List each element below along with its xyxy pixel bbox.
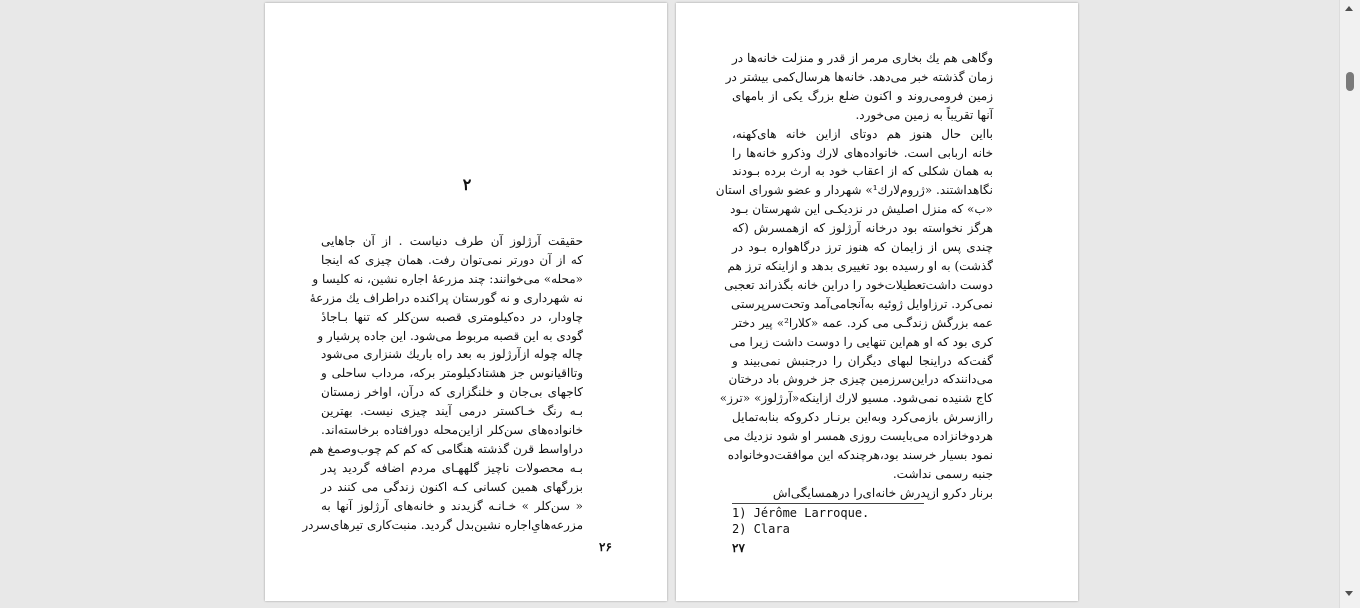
page-number: ۲۶ (599, 540, 612, 554)
text-line: چاودار، در ده‌کیلومتری قصبه سن‌کلر که تنها بـاجادٔ (321, 309, 583, 324)
text-line: وگاهی هم یك بخاری مرمر از قدر و منزلت خانه‌ها در (732, 51, 993, 65)
footnote-divider (732, 503, 924, 504)
text-line: به همان شکلی که از اعقاب خود به ارث برده بـودند (732, 164, 993, 179)
text-line: راازسرش بازمی‌کرد وبه‌این برنـار دکروکه بنابه‌تمایل (732, 410, 993, 425)
text-line: کاج شنیده نمی‌شود. مسیو لارك ازاینکه«آرژلوز» «ترز» (719, 391, 993, 406)
text-line: چندی پس از زایمان که هنوز ترز درگاهواره بـود در (732, 240, 993, 255)
text-line: دراواسط قرن گذشته هنگامی که کم کم چوب‌وصمغ هم (309, 441, 583, 456)
text-line: خانه اربابی است. خانواده‌های لارك وذکرو خانه‌ها را (732, 145, 993, 160)
text-line: « سن‌کلر » خـانـه گزیدند و خانه‌های آرژلوز آنها به (321, 498, 583, 513)
text-line: نه شهرداری و نه گورستان پراکنده دراطراف یك مزرعهٔ (309, 290, 583, 305)
text-line: کاجهای بی‌جان و خلنگزاری که درآن، اواخر زمستان (321, 385, 583, 400)
text-line: بااین حال هنوز هم دوتای ازاین خانه های‌کهنه، (732, 126, 993, 141)
text-line: چاله چوله ازآرژلوز به بعد راه باریك شنزاری می‌شود (321, 347, 583, 362)
text-line: نمود بسیار خرسند بود،هرچندکه این موافقت‌دوخانواده (727, 448, 993, 463)
text-line: عمه بزرگش زندگـی می کرد. عمه «کلارا²» پیر دختر (732, 315, 993, 330)
text-line: کری بود که او هم‌این تنهایی را دوست داشت زیرا می‌ (729, 334, 993, 349)
text-line: که از آن دورتر نمی‌توان رفت. همان چیزی که اینجا (321, 252, 583, 267)
text-line: «ب» که منزل اصلیش در نزدیکـی این شهرستان بـود (730, 202, 993, 217)
text-line: جنبه رسمی نداشت. (892, 466, 993, 481)
text-line: حقیقت آرژلوز آن طرف دنیاست . از آن جاهایی (321, 234, 583, 248)
vertical-scrollbar[interactable] (1339, 0, 1360, 608)
text-line: دوست داشت‌تعطیلات‌خود را دراین خانه بگذراند تعجبی (724, 277, 993, 292)
text-line: گذشت) به او رسیده بود تغییری بدهد و ازاینکه ترز هم (727, 258, 993, 273)
text-line: بـه محصولات ناچیز گلههـای مردم اضافه گردید پدر (321, 460, 583, 475)
text-line: مزرعه‌هایِ‌اجاره نشین‌بدل گردید. منبت‌کاری تیرهای‌سردر (302, 517, 583, 532)
text-line: هردوخانزاده می‌بایست روزی همسر او شود نزدیك می‌ (723, 429, 993, 444)
page-number: ۲۷ (732, 541, 745, 555)
text-line: آنها تقریباً به زمین می‌خورد. (855, 107, 993, 122)
text-line: وتااقیانوس جز هشتادکیلومتر برکه، مرداب ساحلی و (321, 366, 583, 381)
scroll-up-arrow-icon[interactable] (1345, 6, 1353, 11)
text-line: نگاهداشتند. «ژروم‌لارك¹» شهردار و عضو شورای استان (715, 183, 993, 198)
text-line: زمان گذشته خبر می‌دهد. خانه‌ها هرسال‌کمی بیشتر در (725, 69, 993, 84)
page-27 (676, 3, 1078, 601)
footnote-1: 1) Jérôme Larroque. (732, 506, 870, 520)
text-line: زمین فرومی‌روند و اکنون ضلع بزرگ یکی از بامهای (732, 88, 993, 103)
left-page-body-text (302, 232, 583, 535)
text-line: بـه رنگ خـاکستر درمی آیند چیزی نیست. بهترین (321, 404, 583, 419)
page-26 (265, 3, 667, 601)
text-line: هرگز نخواسته بود درخانه آرژلوز که ازهمسرش (که (732, 221, 993, 236)
text-line: نمی‌کرد. ترزاوایل ژوئیه به‌آنجامی‌آمد وتحت‌سرپرستی (731, 296, 993, 311)
footnote-2: 2) Clara (732, 522, 790, 536)
text-line: خانواده‌های سن‌کلر ازاین‌محله دورافتاده برخاسته‌اند. (321, 423, 583, 438)
right-page-body-text (715, 49, 993, 503)
text-line: گودی به این قصبه مربوط می‌شود. این جاده پرشیار و (317, 328, 583, 343)
text-line: بزرگهای همین کسانی کـه اکنون زندگی می کنند در (321, 479, 583, 494)
chapter-number: ۲ (462, 175, 472, 194)
text-line: می‌دانندکه دراین‌سرزمین چیزی جز خروش باد درختان (728, 372, 993, 387)
scrollbar-thumb[interactable] (1346, 72, 1354, 91)
text-line: برنار دکرو ازپدرش خانه‌ای‌را درهمسایگی‌اش (772, 485, 993, 500)
text-line: گفت‌که دراینجا لبهای دیگران را درجنبش نمی‌بیند و (732, 353, 993, 368)
scroll-down-arrow-icon[interactable] (1345, 591, 1353, 596)
footnotes (732, 505, 869, 537)
text-line: «محله» می‌خوانند: چند مزرعهٔ اجاره نشین، نه کلیسا و (312, 271, 583, 286)
